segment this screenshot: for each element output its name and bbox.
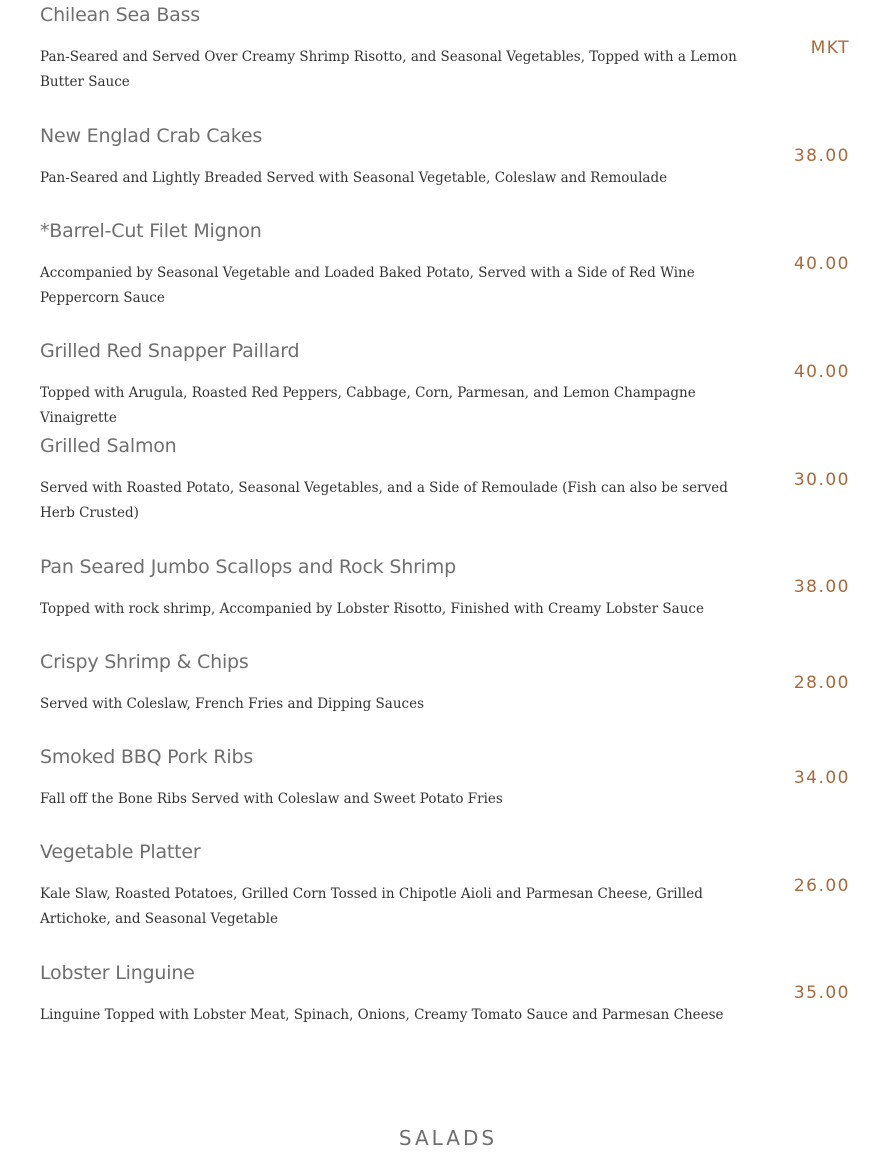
menu-item-name: Chilean Sea Bass <box>40 4 200 26</box>
menu-item-name: Smoked BBQ Pork Ribs <box>40 746 254 768</box>
menu-item-name: Grilled Salmon <box>40 435 177 457</box>
menu-item-description: Pan-Seared and Lightly Breaded Served with Seasonal Vegetable, Coleslaw and Remoulade <box>40 170 668 186</box>
section-heading-salads: SALADS <box>398 1126 498 1150</box>
menu-item-price: 35.00 <box>793 983 850 1003</box>
menu-item-description: Topped with rock shrimp, Accompanied by Lobster Risotto, Finished with Creamy Lobster Sauce <box>40 601 704 617</box>
menu-item-name: Crispy Shrimp & Chips <box>40 651 249 673</box>
menu-item-description: Fall off the Bone Ribs Served with Coleslaw and Sweet Potato Fries <box>40 791 503 807</box>
menu-item-description: Kale Slaw, Roasted Potatoes, Grilled Corn Tossed in Chipotle Aioli and Parmesan Cheese, Grilled Artichoke, and Seasonal Vegetable <box>40 886 703 927</box>
menu-item-price: 40.00 <box>793 254 850 274</box>
menu-item-name: Grilled Red Snapper Paillard <box>40 340 300 362</box>
menu-item-price: 40.00 <box>793 362 850 382</box>
menu-item-description: Linguine Topped with Lobster Meat, Spinach, Onions, Creamy Tomato Sauce and Parmesan Cheese <box>40 1007 724 1023</box>
menu-item-price: 34.00 <box>793 768 850 788</box>
menu-item-description: Served with Roasted Potato, Seasonal Vegetables, and a Side of Remoulade (Fish can also be served Herb Crusted) <box>40 480 728 521</box>
menu-item-name: Vegetable Platter <box>40 841 201 863</box>
menu-item-price: 26.00 <box>793 876 850 896</box>
menu-item-description: Served with Coleslaw, French Fries and Dipping Sauces <box>40 696 425 712</box>
menu-item-price: 30.00 <box>793 470 850 490</box>
menu-item-price: 28.00 <box>793 673 850 693</box>
menu-item-description: Pan-Seared and Served Over Creamy Shrimp Risotto, and Seasonal Vegetables, Topped with a Lemon Butter Sauce <box>40 49 737 90</box>
menu-item-description: Accompanied by Seasonal Vegetable and Loaded Baked Potato, Served with a Side of Red Wine Peppercorn Sauce <box>40 265 695 306</box>
menu-item-price: 38.00 <box>793 577 850 597</box>
menu-item-name: Pan Seared Jumbo Scallops and Rock Shrimp <box>40 556 456 578</box>
menu-item-description: Topped with Arugula, Roasted Red Peppers, Cabbage, Corn, Parmesan, and Lemon Champagne Vinaigrette <box>40 385 696 426</box>
menu-item-name: *Barrel-Cut Filet Mignon <box>40 220 262 242</box>
menu-item-price: 38.00 <box>793 146 850 166</box>
menu-item-name: Lobster Linguine <box>40 962 195 984</box>
menu-item-price: MKT <box>810 38 850 58</box>
menu-item-name: New Englad Crab Cakes <box>40 125 263 147</box>
